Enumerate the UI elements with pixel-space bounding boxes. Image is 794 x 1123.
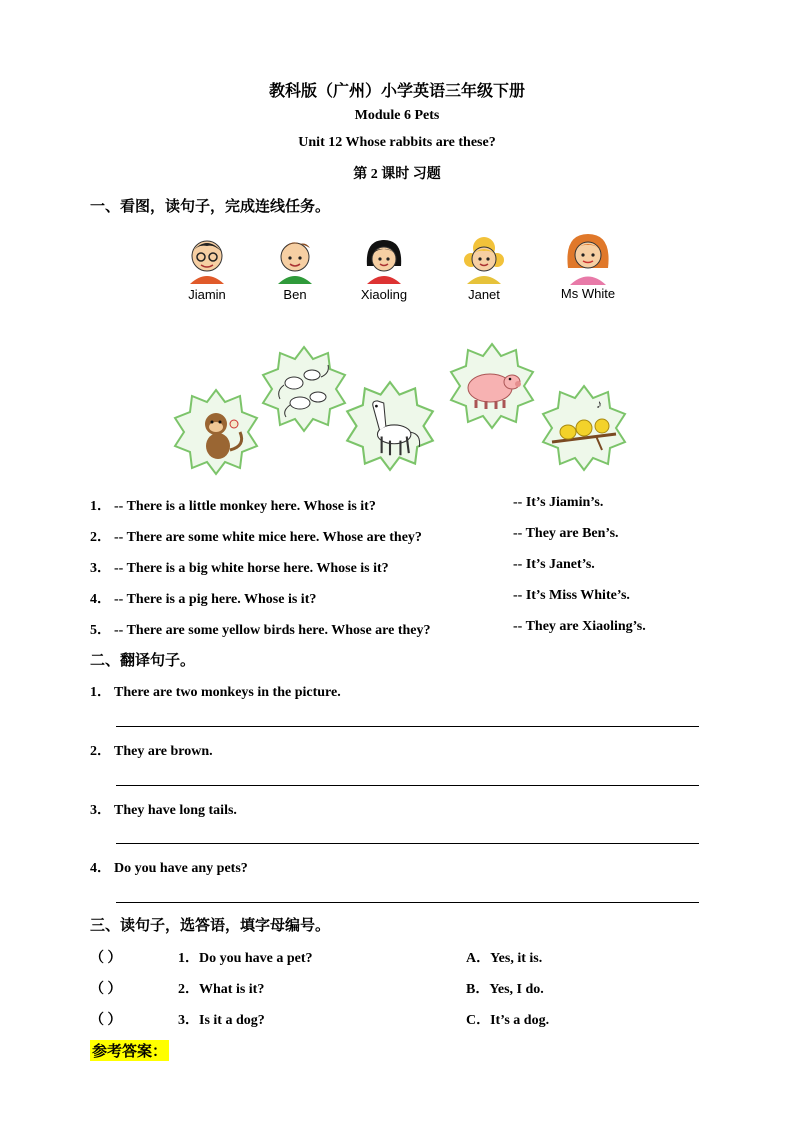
question-text: -- There are some white mice here. Whose are they? — [114, 530, 422, 545]
question-5 — [90, 619, 431, 639]
item-text: Do you have a pet? — [199, 951, 313, 966]
answer-blank[interactable]: （ ） — [90, 982, 122, 997]
character-xiaoling — [349, 232, 419, 302]
question-number: 1． — [90, 499, 111, 514]
birds-icon — [540, 384, 628, 472]
option-a: A．Yes, it is. — [466, 951, 543, 966]
question-3 — [90, 557, 389, 577]
answer-blank[interactable]: （ ） — [90, 951, 122, 966]
character-janet — [449, 232, 519, 302]
answer-5: -- They are Xiaoling’s. — [513, 619, 646, 634]
item-number: 2． — [90, 744, 111, 759]
choice-item-2 — [90, 978, 264, 998]
character-name: Ms White — [560, 286, 616, 301]
item-text: They are brown. — [114, 744, 213, 759]
character-name: Ben — [283, 287, 307, 302]
lesson-title: 第 2 课时 习题 — [353, 167, 441, 182]
pig-icon — [448, 342, 536, 430]
answer-3: -- It’s Janet’s. — [513, 557, 595, 572]
character-name: Jiamin — [188, 287, 226, 302]
monkey-icon — [172, 388, 260, 476]
character-jiamin — [172, 232, 242, 302]
unit-title: Unit 12 Whose rabbits are these? — [298, 135, 496, 150]
boy-icon — [270, 232, 320, 287]
item-number: 3． — [90, 803, 111, 818]
question-1 — [90, 495, 376, 515]
question-number: 2． — [90, 530, 111, 545]
choice-item-3 — [90, 1009, 265, 1029]
girl-curly-icon — [459, 232, 509, 287]
question-number: 3． — [90, 561, 111, 576]
answer-line[interactable] — [116, 726, 699, 727]
item-number: 1． — [90, 685, 111, 700]
answer-4: -- It’s Miss White’s. — [513, 588, 630, 603]
answer-line[interactable] — [116, 902, 699, 903]
item-number: 3． — [178, 1013, 199, 1028]
section2-heading: 二、翻译句子。 — [90, 653, 196, 669]
question-text: -- There is a little monkey here. Whose is it? — [114, 499, 376, 514]
question-text: -- There is a big white horse here. Whose is it? — [114, 561, 389, 576]
translate-item-4 — [90, 857, 248, 877]
boy-glasses-icon — [182, 232, 232, 287]
woman-icon — [560, 228, 616, 286]
character-name: Xiaoling — [360, 287, 408, 302]
section3-heading: 三、读句子，选答语，填字母编号。 — [90, 918, 331, 934]
question-text: -- There are some yellow birds here. Whose are they? — [114, 623, 431, 638]
translate-item-2 — [90, 740, 213, 760]
question-text: -- There is a pig here. Whose is it? — [114, 592, 317, 607]
question-number: 4． — [90, 592, 111, 607]
mice-icon — [260, 345, 348, 433]
item-number: 4． — [90, 861, 111, 876]
horse-icon — [344, 380, 436, 472]
character-name: Janet — [468, 287, 500, 302]
item-text: What is it? — [199, 982, 265, 997]
choice-item-1 — [90, 947, 313, 967]
answer-line[interactable] — [116, 843, 699, 844]
item-text: They have long tails. — [114, 803, 237, 818]
character-ben — [260, 232, 330, 302]
item-text: Is it a dog? — [199, 1013, 265, 1028]
answer-line[interactable] — [116, 785, 699, 786]
translate-item-1 — [90, 681, 341, 701]
module-title: Module 6 Pets — [354, 108, 440, 123]
answer-blank[interactable]: （ ） — [90, 1013, 122, 1028]
doc-title: 教科版（广州）小学英语三年级下册 — [268, 83, 525, 100]
item-number: 1． — [178, 951, 199, 966]
item-text: Do you have any pets? — [114, 861, 248, 876]
question-4 — [90, 588, 316, 608]
question-2 — [90, 526, 422, 546]
section1-heading: 一、看图，读句子，完成连线任务。 — [90, 199, 331, 215]
item-text: There are two monkeys in the picture. — [114, 685, 341, 700]
item-number: 2． — [178, 982, 199, 997]
answer-2: -- They are Ben’s. — [513, 526, 619, 541]
option-b: B．Yes, I do. — [466, 982, 544, 997]
answer-key-label: 参考答案： — [90, 1040, 169, 1061]
svg-text:♪: ♪ — [596, 397, 602, 411]
option-c: C．It’s a dog. — [466, 1013, 550, 1028]
translate-item-3 — [90, 799, 237, 819]
answer-1: -- It’s Jiamin’s. — [513, 495, 604, 510]
question-number: 5． — [90, 623, 111, 638]
character-ms-white — [553, 228, 623, 301]
girl-icon — [359, 232, 409, 287]
